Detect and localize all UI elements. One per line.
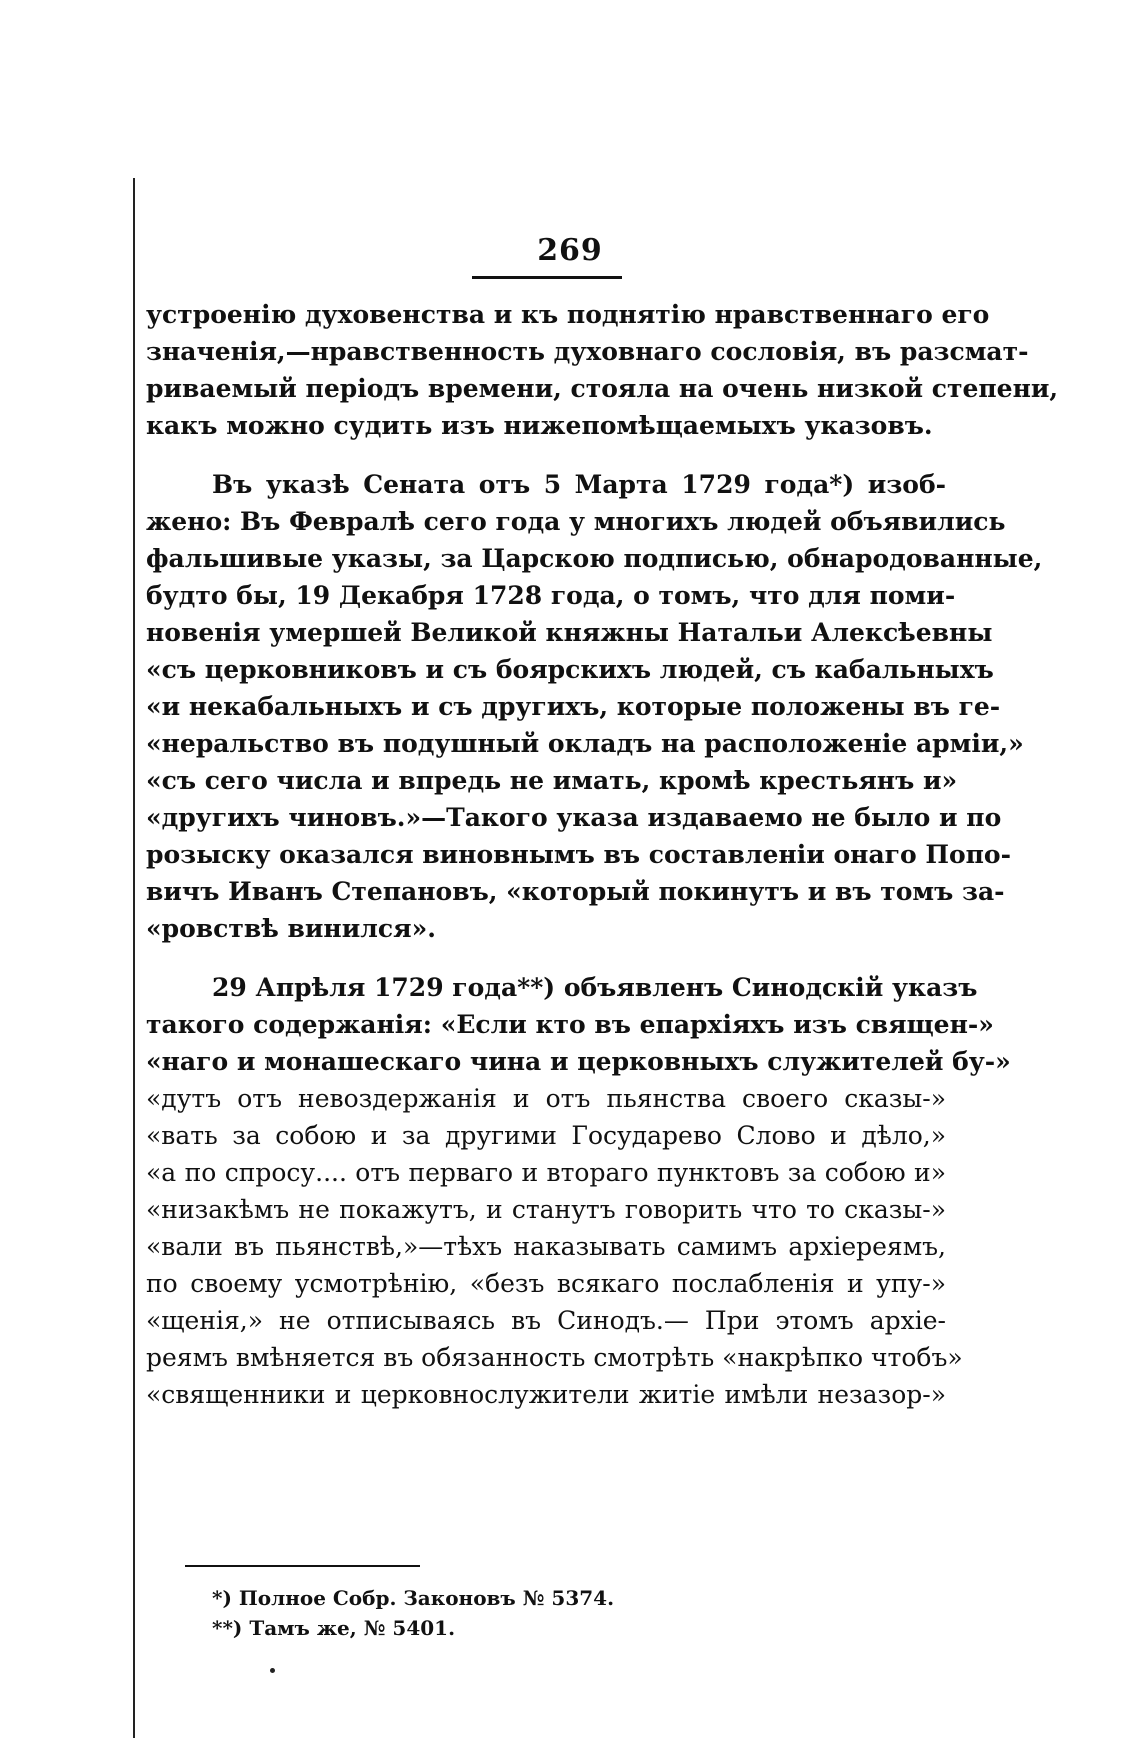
text-line: «наго и монашескаго чина и церковныхъ служителей бу-» <box>146 1047 1011 1076</box>
text-line: «и некабальныхъ и съ другихъ, которые положены въ ге- <box>146 692 1001 721</box>
text-line: новенія умершей Великой княжны Натальи Алексѣевны <box>146 618 993 647</box>
text-line: 29 Апрѣля 1729 года**) объявленъ Синодскій указъ <box>212 973 978 1002</box>
header-rule <box>472 276 622 279</box>
text-line: «съ сего числа и впредь не имать, кромѣ крестьянъ и» <box>146 766 958 795</box>
text-line: «а по спросу.... отъ перваго и втораго пунктовъ за собою и» <box>146 1158 946 1187</box>
text-line: риваемый періодъ времени, стояла на очень низкой степени, <box>146 374 1059 403</box>
text-line: «священники и церковнослужители житіе имѣли незазор-» <box>146 1380 946 1409</box>
body-text <box>146 296 1059 1413</box>
text-line: «неральство въ подушный окладъ на расположеніе арміи,» <box>146 729 1024 758</box>
text-line: вичъ Иванъ Степановъ, «который покинутъ и въ томъ за- <box>146 877 1005 906</box>
text-line: какъ можно судить изъ нижепомѣщаемыхъ указовъ. <box>146 411 933 440</box>
page-edge-rule <box>133 178 135 1738</box>
text-line: реямъ вмѣняется въ обязанность смотрѣть «накрѣпко чтобъ» <box>146 1343 963 1372</box>
text-line: «ровствѣ винился». <box>146 914 436 943</box>
footnote-rule <box>185 1565 420 1567</box>
footnote: *) Полное Собр. Законовъ № 5374. <box>212 1586 615 1610</box>
text-line: «вали въ пьянствѣ,»—тѣхъ наказывать самимъ архіереямъ, <box>146 1232 946 1261</box>
ink-speck <box>270 1668 275 1673</box>
text-line: розыску оказался виновнымъ въ составленіи онаго Попо- <box>146 840 1011 869</box>
footnote: **) Тамъ же, № 5401. <box>212 1616 456 1640</box>
text-line: «дутъ отъ невоздержанія и отъ пьянства своего сказы-» <box>146 1084 946 1113</box>
text-line: жено: Въ Февралѣ сего года у многихъ людей объявились <box>146 507 1006 536</box>
text-line: по своему усмотрѣнію, «безъ всякаго послабленія и упу-» <box>146 1269 946 1298</box>
text-line: «другихъ чиновъ.»—Такого указа издаваемо не было и по <box>146 803 1002 832</box>
text-line: такого содержанія: «Если кто въ епархіяхъ изъ священ-» <box>146 1010 994 1039</box>
footnotes <box>212 1583 732 1643</box>
text-line: «щенія,» не отписываясь въ Синодъ.— При этомъ архіе- <box>146 1306 946 1335</box>
text-line: значенія,—нравственность духовнаго сословія, въ разсмат- <box>146 337 1029 366</box>
text-line: устроенію духовенства и къ поднятію нравственнаго его <box>146 300 990 329</box>
page-number: 269 <box>537 233 603 268</box>
text-line: «вать за собою и за другими Государево Слово и дѣло,» <box>146 1121 946 1150</box>
text-line: «низакѣмъ не покажутъ, и станутъ говорить что то сказы-» <box>146 1195 946 1224</box>
text-line: «съ церковниковъ и съ боярскихъ людей, съ кабальныхъ <box>146 655 994 684</box>
text-line: будто бы, 19 Декабря 1728 года, о томъ, что для поми- <box>146 581 956 610</box>
text-line: Въ указѣ Сената отъ 5 Марта 1729 года*) изоб- <box>212 470 946 499</box>
text-line: фальшивые указы, за Царскою подписью, обнародованные, <box>146 544 1043 573</box>
